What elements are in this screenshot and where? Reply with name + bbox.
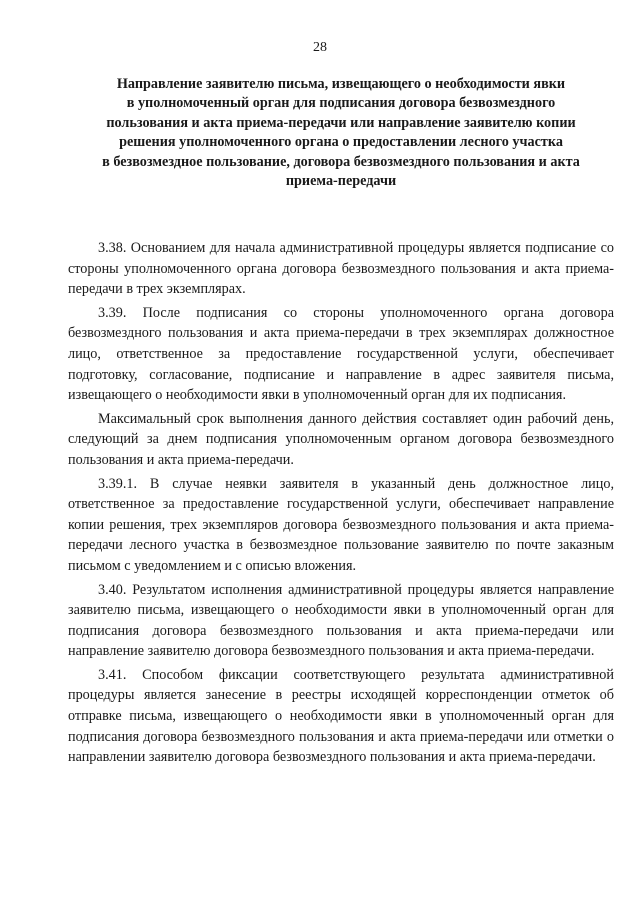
paragraph-3-38: 3.38. Основанием для начала административной процедуры является подписание со стороны уполномоченного органа договора безвозмездного пользования и акта приема-передачи в трех экземплярах.	[68, 240, 614, 298]
paragraph-3-40: 3.40. Результатом исполнения административной процедуры является направление заявителю письма, извещающего о необходимости явки в уполномоченный орган для подписания договора безвозмездного пользования и акта приема-передачи или направление заявителю договора безвозмездного пользования и акта приема-передачи.	[68, 581, 614, 660]
paragraph-3-39-1: 3.39.1. В случае неявки заявителя в указанный день должностное лицо, ответственное за предоставление государственной услуги, обеспечивает направление копии решения, трех экземпляров договора безвозмездного пользования и акта приема-передачи лесного участка в безвозмездное пользование заявителю по почте заказным письмом с уведомлением и с описью вложения.	[68, 475, 614, 574]
document-body	[68, 238, 614, 771]
paragraph-max-term: Максимальный срок выполнения данного действия составляет один рабочий день, следующий за днем подписания уполномоченным органом договора безвозмездного пользования и акта приема-передачи.	[68, 410, 614, 468]
heading-line: пользования и акта приема-передачи или направление заявителю копии	[106, 114, 576, 131]
heading-line: в уполномоченный орган для подписания договора безвозмездного	[126, 95, 556, 112]
paragraph-3-39: 3.39. После подписания со стороны уполномоченного органа договора безвозмездного пользования и акта приема-передачи в трех экземплярах должностное лицо, ответственное за предоставление государственной услуги, обеспечивает подготовку, согласование, подписание и направление в адрес заявителя письма, извещающего о необходимости явки в уполномоченный орган для их подписания.	[68, 304, 614, 404]
section-heading	[68, 75, 614, 191]
heading-line: Направление заявителю письма, извещающего о необходимости явки	[116, 76, 566, 92]
heading-line: приема-передачи	[285, 173, 397, 190]
paragraph-3-41: 3.41. Способом фиксации соответствующего результата административной процедуры является занесение в реестры исходящей корреспонденции отметок об отправке письма, извещающего о необходимости явки в уполномоченный орган для подписания договора безвозмездного пользования и акта приема-передачи или отметки о направлении заявителю договора безвозмездного пользования и акта приема-передачи.	[68, 666, 614, 766]
page-number: 28	[313, 40, 327, 55]
heading-line: решения уполномоченного органа о предоставлении лесного участка	[119, 134, 563, 151]
heading-line: в безвозмездное пользование, договора безвозмездного пользования и акта	[102, 153, 580, 170]
